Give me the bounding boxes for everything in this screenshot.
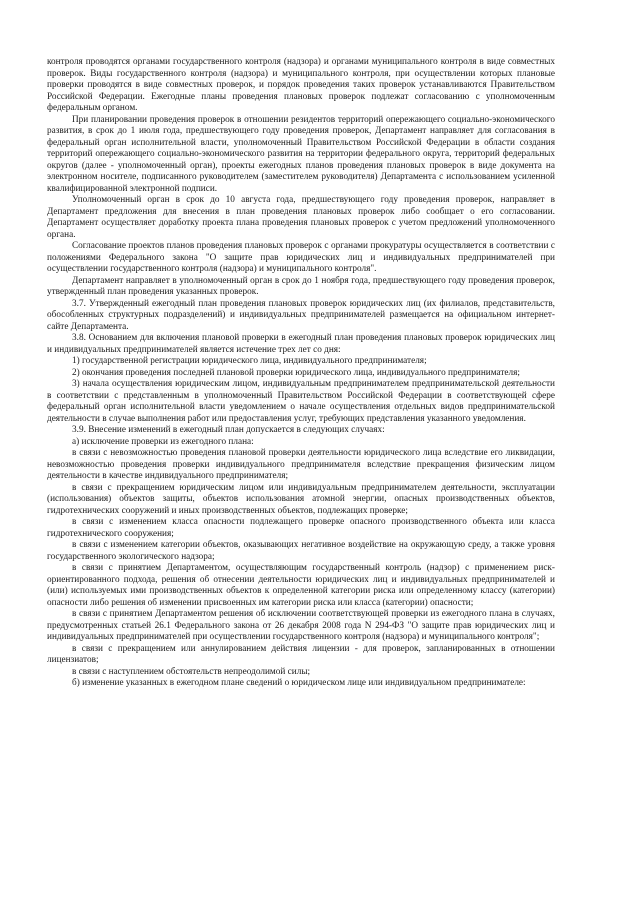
paragraph-joint-inspections: контроля проводятся органами государственного контроля (надзора) и органами муниципального контроля в виде совместных проверок. Виды государственного контроля (надзора) и муниципального контроля, при осуществлении которых плановые проверки проводятся в виде совместных проверок, и порядок проведения таких проверок устанавливаются Правительством Российской Федерации. Ежегодные планы проведения плановых проверок подлежат согласованию с уполномоченным федеральным органом.: [47, 57, 555, 113]
case-exclusion-decision: в связи с принятием Департаментом решения об исключении соответствующей проверки из ежегодного плана в случаях, предусмотренных статьей 26.1 Федерального закона от 26 декабря 2008 года N 294-ФЗ "О защите прав юридических лиц и индивидуальных предпринимателей при осуществлении государственного контроля (надзора) и муниципального контроля";: [47, 609, 555, 642]
list-item-2: 2) окончания проведения последней плановой проверки юридического лица, индивидуального предпринимателя;: [72, 367, 520, 378]
case-license-termination: в связи с прекращением или аннулированием действия лицензии - для проверок, запланированных в отношении лицензиатов;: [47, 643, 555, 665]
paragraph-prosecutor-approval: Согласование проектов планов проведения плановых проверок с органами прокуратуры осуществляется в соответствии с положениями Федерального закона "О защите прав юридических лиц и индивидуальных предпринимателей при осуществлении государственного контроля (надзора) и муниципального контроля".: [47, 241, 555, 274]
document-body: [47, 57, 555, 690]
case-activity-termination: в связи с прекращением юридическим лицом или индивидуальным предпринимателем деятельности, эксплуатации (использования) объектов защиты, объектов использования атомной энергии, опасных производственных объектов, гидротехнических сооружений и иных производственных объектов, подлежащих проверке;: [47, 482, 555, 516]
paragraph-advanced-development-territories: При планировании проведения проверок в отношении резидентов территорий опережающего социально-экономического развития, в срок до 1 июля года, предшествующего году проведения проверок, Департамент направляет для согласования в федеральный орган исполнительной власти, уполномоченный Правительством Российской Федерации в области создания территорий опережающего социально-экономического развития на территории федерального округа, территорий федеральных округов (далее - уполномоченный орган), проекты ежегодных планов проведения плановых проверок в виде документа на электронном носителе, подписанного руководителем (заместителем руководителя) Департамента с использованием усиленной квалифицированной электронной подписи.: [47, 114, 555, 194]
case-liquidation: в связи с невозможностью проведения плановой проверки деятельности юридического лица вследствие его ликвидации, невозможностью проведения проверки индивидуального предпринимателя вследствие прекращения физическим лицом деятельности в качестве индивидуального предпринимателя;: [47, 448, 555, 481]
paragraph-3-8: 3.8. Основанием для включения плановой проверки в ежегодный план проведения плановых проверок юридических лиц и индивидуальных предпринимателей является истечение трех лет со дня:: [47, 333, 555, 355]
paragraph-plan-submission: Департамент направляет в уполномоченный орган в срок до 1 ноября года, предшествующего году проведения проверок, утвержденный план проведения указанных проверок.: [47, 275, 555, 297]
list-item-b: б) изменение указанных в ежегодном плане сведений о юридическом лице или индивидуальном предпринимателе:: [72, 678, 526, 688]
case-hazard-class-change: в связи с изменением класса опасности подлежащего проверке опасного производственного объекта или класса гидротехнического сооружения;: [47, 517, 555, 539]
list-item-3: 3) начала осуществления юридическим лицом, индивидуальным предпринимателем предпринимательской деятельности в соответствии с представленным в уполномоченный Правительством Российской Федерации в соответствующей сфере федеральный орган исполнительной власти уведомлением о начале осуществления отдельных видов предпринимательской деятельности в случае выполнения работ или предоставления услуг, требующих представления указанного уведомления.: [47, 379, 555, 424]
case-force-majeure: в связи с наступлением обстоятельств непреодолимой силы;: [72, 666, 311, 677]
paragraph-3-9: 3.9. Внесение изменений в ежегодный план допускается в следующих случаях:: [72, 425, 385, 435]
list-item-a: а) исключение проверки из ежегодного плана:: [72, 436, 254, 447]
paragraph-3-7: 3.7. Утвержденный ежегодный план проведения плановых проверок юридических лиц (их филиалов, представительств, обособленных структурных подразделений) и индивидуальных предпринимателей размещается на официальном интернет-сайте Департамента.: [47, 298, 555, 332]
case-risk-category: в связи с принятием Департаментом, осуществляющим государственный контроль (надзор) с применением риск-ориентированного подхода, решения об отнесении деятельности юридических лиц и индивидуальных предпринимателей и (или) используемых ими производственных объектов к определенной категории риска или определенному классу (категории) опасности либо решения об изменении присвоенных им категории риска или класса (категории) опасности;: [47, 563, 555, 608]
list-item-1: 1) государственной регистрации юридического лица, индивидуального предпринимателя;: [72, 356, 427, 366]
paragraph-authorized-body-proposals: Уполномоченный орган в срок до 10 августа года, предшествующего году проведения проверок, направляет в Департамент предложения для внесения в план проведения плановых проверок либо сообщает о его согласовании. Департамент осуществляет доработку проекта плана проведения плановых проверок с учетом предложений уполномоченного органа.: [47, 195, 555, 240]
case-category-change: в связи с изменением категории объектов, оказывающих негативное воздействие на окружающую среду, а также уровня государственного экологического надзора;: [47, 540, 555, 562]
